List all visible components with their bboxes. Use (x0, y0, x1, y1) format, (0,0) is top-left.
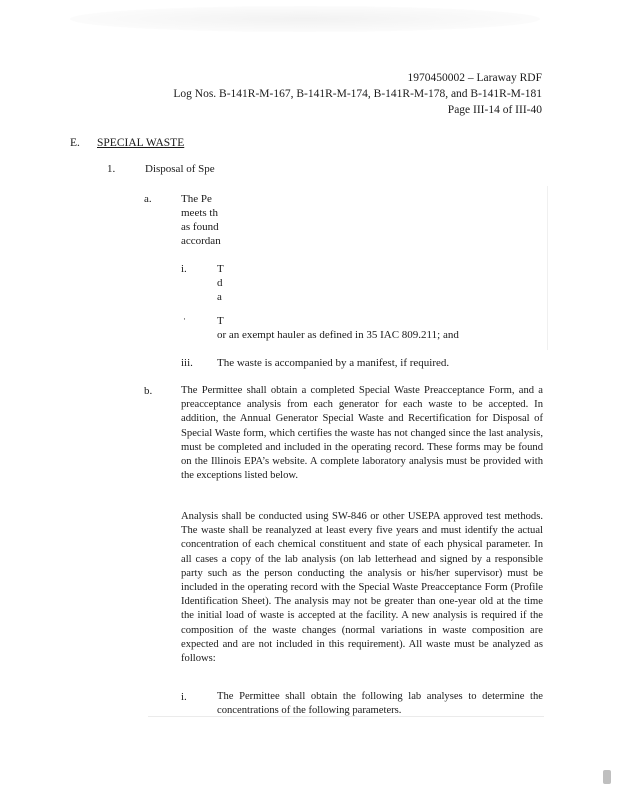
item-a-iii-number: iii. (181, 357, 193, 369)
item-a-line-1: The Pe (181, 193, 212, 205)
item-a-letter: a. (144, 193, 152, 205)
redaction-box-bottom (148, 716, 544, 717)
item-b-paragraph-1 (181, 384, 543, 483)
scan-edge-mark (603, 770, 611, 784)
item-b-paragraph-1-text: The Permittee shall obtain a completed Special Waste Preacceptance Form, and a preacceptance analysis from each generator for each waste to be accepted. In addition, the Annual Generator Special Waste and Recertification for Disposal of Special Waste form, which certifies the waste has not changed since the last analysis, must be completed and included in the operating record. These forms may be found on the Illinois EPA’s website. A complete laboratory analysis must be provided with the exceptions listed below. (181, 385, 543, 482)
item-a-line-4: accordan (181, 235, 221, 247)
header-doc-id: 1970450002 – Laraway RDF (407, 72, 542, 84)
item-a-i-number: i. (181, 263, 187, 275)
item-a-iii-text: The waste is accompanied by a manifest, if required. (217, 357, 450, 369)
item-b-i-number: i. (181, 691, 187, 703)
section-letter: E. (70, 137, 80, 149)
item-a-i-line-2: d (217, 277, 223, 289)
scan-smudge (70, 6, 540, 32)
item-a-ii-number-fragment: · (183, 314, 186, 324)
header-log-nos: Log Nos. B-141R-M-167, B-141R-M-174, B-141R-M-178, and B-141R-M-181 (173, 88, 542, 100)
item-b-paragraph-2 (181, 510, 543, 666)
item-b-paragraph-2-text: Analysis shall be conducted using SW-846 or other USEPA approved test methods. The waste shall be reanalyzed at least every five years and must identify the actual concentration of each chemical constituent and state of each physical parameter. In all cases a copy of the lab analysis (on lab letterhead and signed by a responsible party such as the person conducting the analysis or his/her supervisor) must be included in the operating record with the Special Waste Preacceptance Form (Profile Identification Sheet). The analysis may not be greater than one-year old at the time the initial load of waste is accepted at the facility. A new analysis is required if the composition of the waste changes (normal variations in waste composition are expected and are not included in this requirement). All waste must be analyzed as follows: (181, 511, 543, 665)
item-b-letter: b. (144, 385, 153, 397)
item-a-ii-line-1: T (217, 315, 224, 327)
item-a-ii-line-2: or an exempt hauler as defined in 35 IAC 809.211; and (217, 329, 459, 341)
item-a-line-3: as found (181, 221, 219, 233)
redaction-box (211, 186, 548, 350)
item-1-title: Disposal of Spe (145, 163, 215, 175)
section-title: SPECIAL WASTE (97, 137, 185, 149)
header-page-number: Page III-14 of III-40 (447, 104, 542, 116)
item-b-i-text-block (217, 690, 543, 718)
item-b-i-text: The Permittee shall obtain the following lab analyses to determine the concentrations of the following parameters. (217, 691, 543, 717)
item-1-number: 1. (107, 163, 116, 175)
item-a-i-line-3: a (217, 291, 222, 303)
item-a-i-line-1: T (217, 263, 224, 275)
item-a-line-2: meets th (181, 207, 218, 219)
